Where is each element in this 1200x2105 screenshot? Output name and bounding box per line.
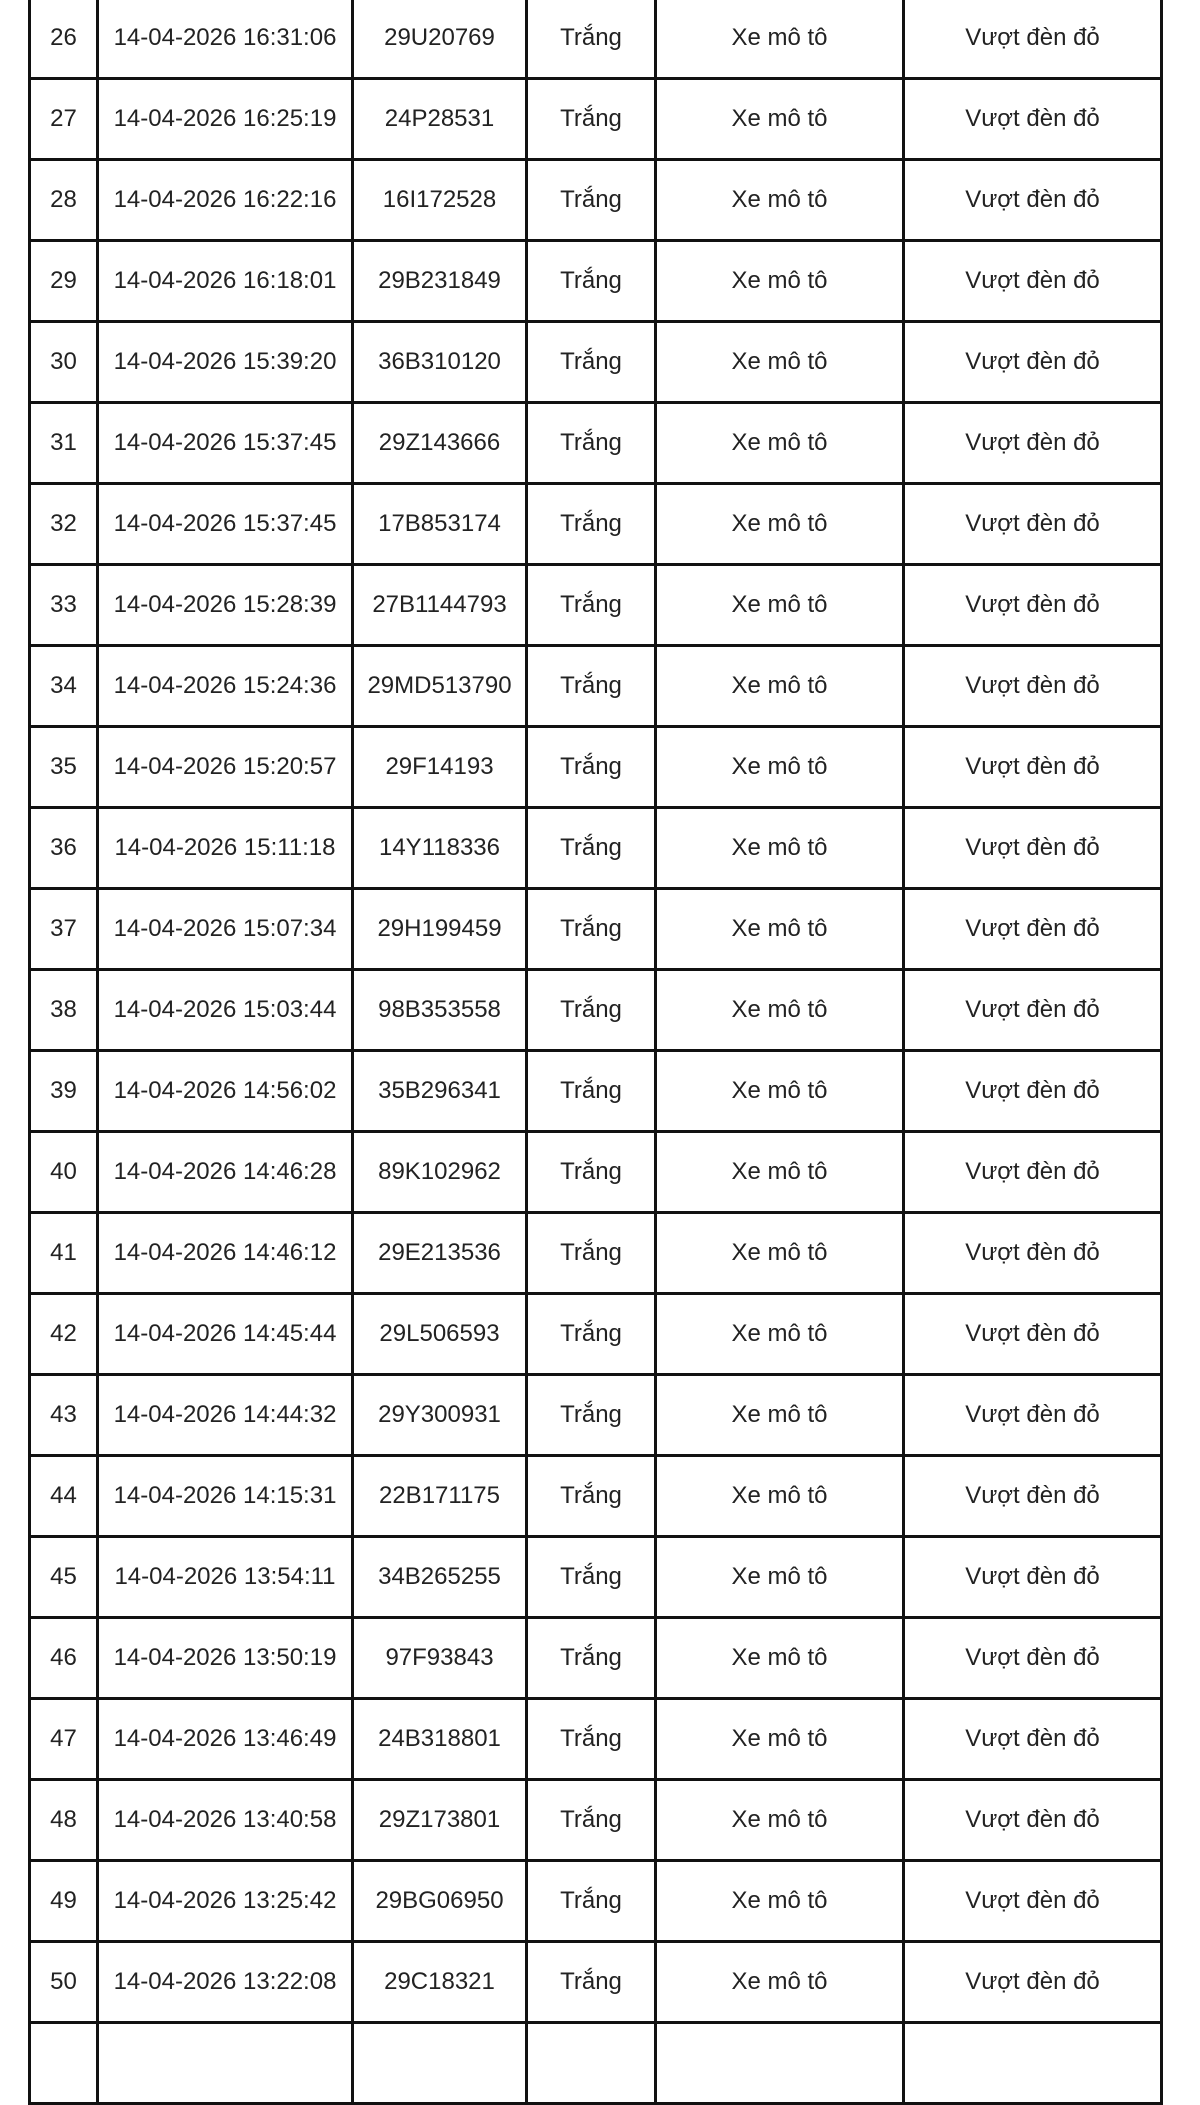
violation-time-cell: 14-04-2026 13:22:08	[98, 1942, 353, 2023]
vehicle-type-cell: Xe mô tô	[656, 646, 904, 727]
vehicle-type-cell: Xe mô tô	[656, 1132, 904, 1213]
violation-type-cell: Vượt đèn đỏ	[904, 79, 1162, 160]
plate-color-cell: Trắng	[527, 1780, 656, 1861]
table-row	[30, 1861, 1162, 1942]
violation-time-cell: 14-04-2026 16:22:16	[98, 160, 353, 241]
license-plate-cell: 29F14193	[353, 727, 527, 808]
row-number-cell: 26	[30, 0, 98, 79]
violation-time-cell: 14-04-2026 15:39:20	[98, 322, 353, 403]
license-plate-cell: 29E213536	[353, 1213, 527, 1294]
table-row	[30, 1132, 1162, 1213]
violation-type-cell: Vượt đèn đỏ	[904, 1618, 1162, 1699]
plate-color-cell: Trắng	[527, 1375, 656, 1456]
plate-color-cell: Trắng	[527, 1213, 656, 1294]
violation-type-cell: Vượt đèn đỏ	[904, 565, 1162, 646]
violation-type-cell: Vượt đèn đỏ	[904, 1294, 1162, 1375]
violation-type-cell: Vượt đèn đỏ	[904, 1861, 1162, 1942]
violation-time-cell: 14-04-2026 14:56:02	[98, 1051, 353, 1132]
license-plate-cell: 29BG06950	[353, 1861, 527, 1942]
license-plate-cell: 29L506593	[353, 1294, 527, 1375]
violation-time-cell: 14-04-2026 13:50:19	[98, 1618, 353, 1699]
license-plate-cell: 29H199459	[353, 889, 527, 970]
vehicle-type-cell: Xe mô tô	[656, 403, 904, 484]
vehicle-type-cell: Xe mô tô	[656, 970, 904, 1051]
violation-time-cell: 14-04-2026 16:18:01	[98, 241, 353, 322]
violation-time-cell: 14-04-2026 15:37:45	[98, 484, 353, 565]
plate-color-cell: Trắng	[527, 970, 656, 1051]
violation-type-cell: Vượt đèn đỏ	[904, 1780, 1162, 1861]
violation-type-cell: Vượt đèn đỏ	[904, 808, 1162, 889]
table-row-partial-bottom	[30, 2023, 1162, 2104]
row-number-cell: 29	[30, 241, 98, 322]
violation-type-cell: Vượt đèn đỏ	[904, 646, 1162, 727]
plate-color-cell: Trắng	[527, 1618, 656, 1699]
vehicle-type-cell: Xe mô tô	[656, 565, 904, 646]
violation-time-cell: 14-04-2026 14:46:28	[98, 1132, 353, 1213]
table-row	[30, 1051, 1162, 1132]
table-row	[30, 322, 1162, 403]
vehicle-type-cell: Xe mô tô	[656, 1213, 904, 1294]
vehicle-type-cell: Xe mô tô	[656, 322, 904, 403]
license-plate-cell: 89K102962	[353, 1132, 527, 1213]
row-number-cell: 43	[30, 1375, 98, 1456]
row-number-cell: 30	[30, 322, 98, 403]
table-row	[30, 1942, 1162, 2023]
violation-time-cell: 14-04-2026 15:37:45	[98, 403, 353, 484]
row-number-cell: 36	[30, 808, 98, 889]
violation-time-cell: 14-04-2026 15:20:57	[98, 727, 353, 808]
table-row	[30, 808, 1162, 889]
vehicle-type-cell: Xe mô tô	[656, 1294, 904, 1375]
plate-color-cell: Trắng	[527, 241, 656, 322]
row-number-cell: 39	[30, 1051, 98, 1132]
license-plate-cell: 29Z173801	[353, 1780, 527, 1861]
plate-color-cell: Trắng	[527, 1132, 656, 1213]
row-number-cell: 48	[30, 1780, 98, 1861]
license-plate-cell: 17B853174	[353, 484, 527, 565]
vehicle-type-cell: Xe mô tô	[656, 241, 904, 322]
violation-type-cell: Vượt đèn đỏ	[904, 1537, 1162, 1618]
table-row	[30, 889, 1162, 970]
table-row	[30, 970, 1162, 1051]
row-number-cell: 31	[30, 403, 98, 484]
table-row	[30, 1294, 1162, 1375]
violation-type-cell: Vượt đèn đỏ	[904, 727, 1162, 808]
plate-color-cell: Trắng	[527, 1294, 656, 1375]
license-plate-cell: 16I172528	[353, 160, 527, 241]
row-number-cell: 28	[30, 160, 98, 241]
violation-time-cell: 14-04-2026 16:25:19	[98, 79, 353, 160]
table-row	[30, 241, 1162, 322]
vehicle-type-cell: Xe mô tô	[656, 1375, 904, 1456]
row-number-cell: 38	[30, 970, 98, 1051]
vehicle-type-cell: Xe mô tô	[656, 1456, 904, 1537]
table-row	[30, 1618, 1162, 1699]
table-row	[30, 565, 1162, 646]
plate-color-cell: Trắng	[527, 1051, 656, 1132]
violation-time-cell: 14-04-2026 14:46:12	[98, 1213, 353, 1294]
vehicle-type-cell: Xe mô tô	[656, 160, 904, 241]
row-number-cell: 35	[30, 727, 98, 808]
license-plate-cell: 29U20769	[353, 0, 527, 79]
license-plate-cell: 34B265255	[353, 1537, 527, 1618]
vehicle-type-cell: Xe mô tô	[656, 0, 904, 79]
violation-type-cell: Vượt đèn đỏ	[904, 0, 1162, 79]
violation-type-cell: Vượt đèn đỏ	[904, 160, 1162, 241]
plate-color-cell: Trắng	[527, 484, 656, 565]
vehicle-type-cell: Xe mô tô	[656, 1051, 904, 1132]
row-number-cell: 33	[30, 565, 98, 646]
license-plate-cell: 22B171175	[353, 1456, 527, 1537]
vehicle-type-cell: Xe mô tô	[656, 1699, 904, 1780]
table-row	[30, 1456, 1162, 1537]
violation-type-cell: Vượt đèn đỏ	[904, 1456, 1162, 1537]
license-plate-cell: 29C18321	[353, 1942, 527, 2023]
table-row	[30, 727, 1162, 808]
plate-color-cell: Trắng	[527, 160, 656, 241]
plate-color-cell: Trắng	[527, 808, 656, 889]
violation-type-cell: Vượt đèn đỏ	[904, 403, 1162, 484]
violation-type-cell: Vượt đèn đỏ	[904, 1699, 1162, 1780]
plate-color-cell: Trắng	[527, 1537, 656, 1618]
row-number-cell: 27	[30, 79, 98, 160]
row-number-cell: 50	[30, 1942, 98, 2023]
license-plate-cell: 27B1144793	[353, 565, 527, 646]
violation-type-cell: Vượt đèn đỏ	[904, 241, 1162, 322]
plate-color-cell: Trắng	[527, 727, 656, 808]
violation-type-cell: Vượt đèn đỏ	[904, 889, 1162, 970]
row-number-cell: 49	[30, 1861, 98, 1942]
row-number-cell: 37	[30, 889, 98, 970]
row-number-cell: 32	[30, 484, 98, 565]
plate-color-cell: Trắng	[527, 1456, 656, 1537]
plate-color-cell: Trắng	[527, 322, 656, 403]
table-row	[30, 646, 1162, 727]
plate-color-cell: Trắng	[527, 889, 656, 970]
vehicle-type-cell: Xe mô tô	[656, 889, 904, 970]
plate-color-cell: Trắng	[527, 646, 656, 727]
violation-time-cell: 14-04-2026 16:31:06	[98, 0, 353, 79]
license-plate-cell: 29MD513790	[353, 646, 527, 727]
vehicle-type-cell: Xe mô tô	[656, 808, 904, 889]
violation-type-cell: Vượt đèn đỏ	[904, 484, 1162, 565]
vehicle-type-cell: Xe mô tô	[656, 79, 904, 160]
row-number-cell: 45	[30, 1537, 98, 1618]
table-row	[30, 403, 1162, 484]
violation-time-cell: 14-04-2026 15:11:18	[98, 808, 353, 889]
vehicle-type-cell: Xe mô tô	[656, 1942, 904, 2023]
plate-color-cell: Trắng	[527, 79, 656, 160]
violation-time-cell: 14-04-2026 13:25:42	[98, 1861, 353, 1942]
license-plate-cell: 24P28531	[353, 79, 527, 160]
vehicle-type-cell: Xe mô tô	[656, 1618, 904, 1699]
license-plate-cell: 35B296341	[353, 1051, 527, 1132]
violations-table-container	[28, 0, 1160, 2105]
table-row	[30, 79, 1162, 160]
violation-time-cell: 14-04-2026 13:40:58	[98, 1780, 353, 1861]
violation-type-cell: Vượt đèn đỏ	[904, 1375, 1162, 1456]
vehicle-type-cell: Xe mô tô	[656, 727, 904, 808]
table-row	[30, 1537, 1162, 1618]
license-plate-cell: 98B353558	[353, 970, 527, 1051]
violations-table	[28, 0, 1163, 2105]
row-number-cell: 46	[30, 1618, 98, 1699]
license-plate-cell: 29Z143666	[353, 403, 527, 484]
violation-time-cell: 14-04-2026 15:28:39	[98, 565, 353, 646]
violation-type-cell: Vượt đèn đỏ	[904, 322, 1162, 403]
violation-type-cell: Vượt đèn đỏ	[904, 1051, 1162, 1132]
table-row	[30, 160, 1162, 241]
plate-color-cell: Trắng	[527, 565, 656, 646]
violation-type-cell: Vượt đèn đỏ	[904, 1132, 1162, 1213]
violation-time-cell: 14-04-2026 14:15:31	[98, 1456, 353, 1537]
vehicle-type-cell: Xe mô tô	[656, 484, 904, 565]
violation-type-cell: Vượt đèn đỏ	[904, 970, 1162, 1051]
license-plate-cell: 97F93843	[353, 1618, 527, 1699]
plate-color-cell: Trắng	[527, 1942, 656, 2023]
violation-time-cell: 14-04-2026 15:24:36	[98, 646, 353, 727]
table-row	[30, 1699, 1162, 1780]
violation-time-cell: 14-04-2026 13:46:49	[98, 1699, 353, 1780]
violation-time-cell: 14-04-2026 15:03:44	[98, 970, 353, 1051]
table-row	[30, 1780, 1162, 1861]
license-plate-cell: 36B310120	[353, 322, 527, 403]
table-row	[30, 1213, 1162, 1294]
violation-type-cell: Vượt đèn đỏ	[904, 1213, 1162, 1294]
vehicle-type-cell: Xe mô tô	[656, 1861, 904, 1942]
table-row	[30, 484, 1162, 565]
violation-time-cell: 14-04-2026 13:54:11	[98, 1537, 353, 1618]
plate-color-cell: Trắng	[527, 1861, 656, 1942]
row-number-cell: 41	[30, 1213, 98, 1294]
row-number-cell: 44	[30, 1456, 98, 1537]
plate-color-cell: Trắng	[527, 1699, 656, 1780]
plate-color-cell: Trắng	[527, 0, 656, 79]
violation-type-cell: Vượt đèn đỏ	[904, 1942, 1162, 2023]
violation-time-cell: 14-04-2026 15:07:34	[98, 889, 353, 970]
table-row	[30, 0, 1162, 79]
vehicle-type-cell: Xe mô tô	[656, 1780, 904, 1861]
vehicle-type-cell: Xe mô tô	[656, 1537, 904, 1618]
row-number-cell: 34	[30, 646, 98, 727]
row-number-cell: 47	[30, 1699, 98, 1780]
license-plate-cell: 14Y118336	[353, 808, 527, 889]
plate-color-cell: Trắng	[527, 403, 656, 484]
license-plate-cell: 29B231849	[353, 241, 527, 322]
table-row	[30, 1375, 1162, 1456]
violation-time-cell: 14-04-2026 14:45:44	[98, 1294, 353, 1375]
license-plate-cell: 24B318801	[353, 1699, 527, 1780]
table-body	[30, 0, 1162, 2104]
violation-time-cell: 14-04-2026 14:44:32	[98, 1375, 353, 1456]
row-number-cell: 42	[30, 1294, 98, 1375]
row-number-cell: 40	[30, 1132, 98, 1213]
license-plate-cell: 29Y300931	[353, 1375, 527, 1456]
